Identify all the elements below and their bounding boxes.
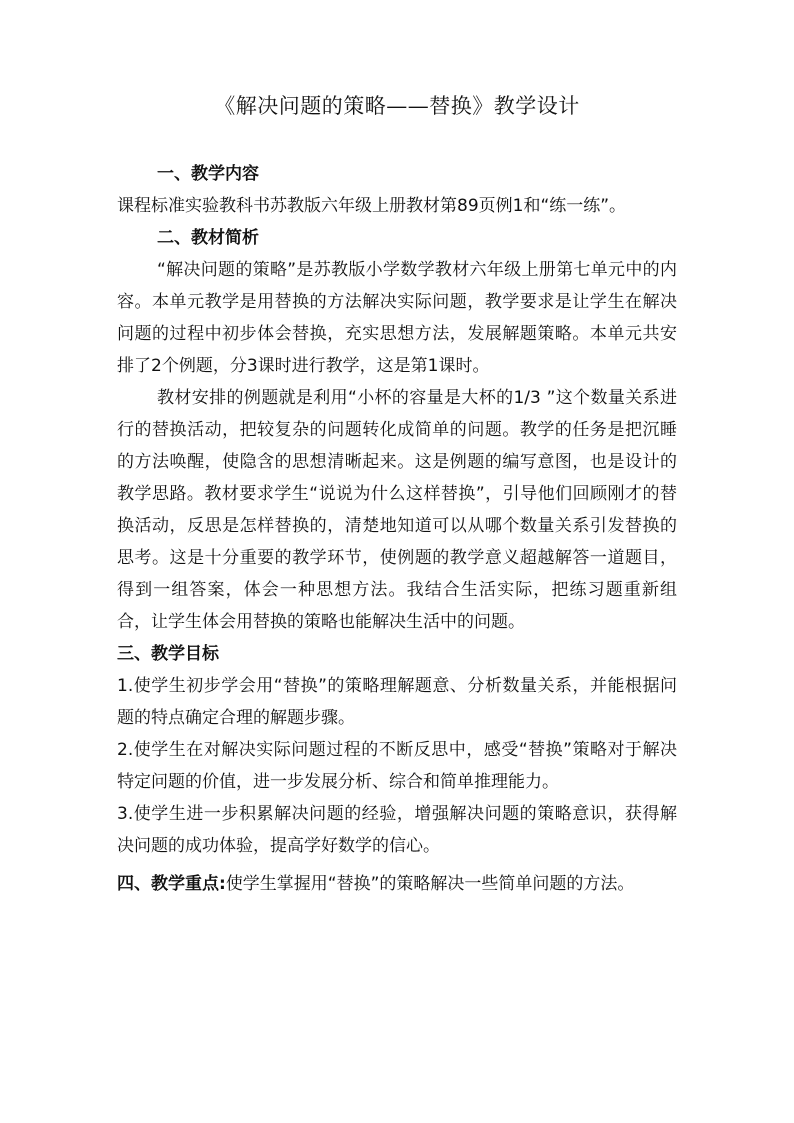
goal-item-1: 1.使学生初步学会用“替换”的策略理解题意、分析数量关系，并能根据问题的特点确定合理的解题步骤。 bbox=[117, 676, 677, 728]
section-heading-analysis: 二、教材简析 bbox=[157, 228, 259, 248]
key-point-line bbox=[117, 862, 677, 906]
key-point-text: 使学生掌握用“替换”的策略解决一些简单问题的方法。 bbox=[225, 874, 635, 894]
goal-item-3: 3.使学生进一步积累解决问题的经验，增强解决问题的策略意识，获得解决问题的成功体验，提高学好数学的信心。 bbox=[117, 804, 677, 856]
content-text: 课程标准实验教科书苏教版六年级上册教材第89页例1和“练一练”。 bbox=[117, 196, 627, 216]
document-title: 《解决问题的策略——替换》教学设计 bbox=[214, 94, 580, 118]
section-heading-goals: 三、教学目标 bbox=[117, 644, 219, 664]
analysis-paragraph-1: “解决问题的策略”是苏教版小学数学教材六年级上册第七单元中的内容。本单元教学是用替换的方法解决实际问题，教学要求是让学生在解决问题的过程中初步体会替换，充实思想方法，发展解题策略。本单元共安排了2个例题，分3课时进行教学，这是第1课时。 bbox=[117, 260, 677, 376]
section-heading-content: 一、教学内容 bbox=[157, 164, 259, 184]
document-page bbox=[117, 90, 677, 906]
analysis-paragraph-2: 教材安排的例题就是利用“小杯的容量是大杯的1/3 ”这个数量关系进行的替换活动，把较复杂的问题转化成简单的问题。教学的任务是把沉睡的方法唤醒，使隐含的思想清晰起来。这是例题的编写意图，也是设计的教学思路。教材要求学生“说说为什么这样替换”，引导他们回顾刚才的替换活动，反思是怎样替换的，清楚地知道可以从哪个数量关系引发替换的思考。这是十分重要的教学环节，使例题的教学意义超越解答一道题目，得到一组答案，体会一种思想方法。我结合生活实际，把练习题重新组合，让学生体会用替换的策略也能解决生活中的问题。 bbox=[117, 388, 677, 632]
section-heading-key: 四、教学重点: bbox=[117, 874, 226, 894]
goal-item-2: 2.使学生在对解决实际问题过程的不断反思中，感受“替换”策略对于解决特定问题的价值，进一步发展分析、综合和简单推理能力。 bbox=[117, 740, 677, 792]
